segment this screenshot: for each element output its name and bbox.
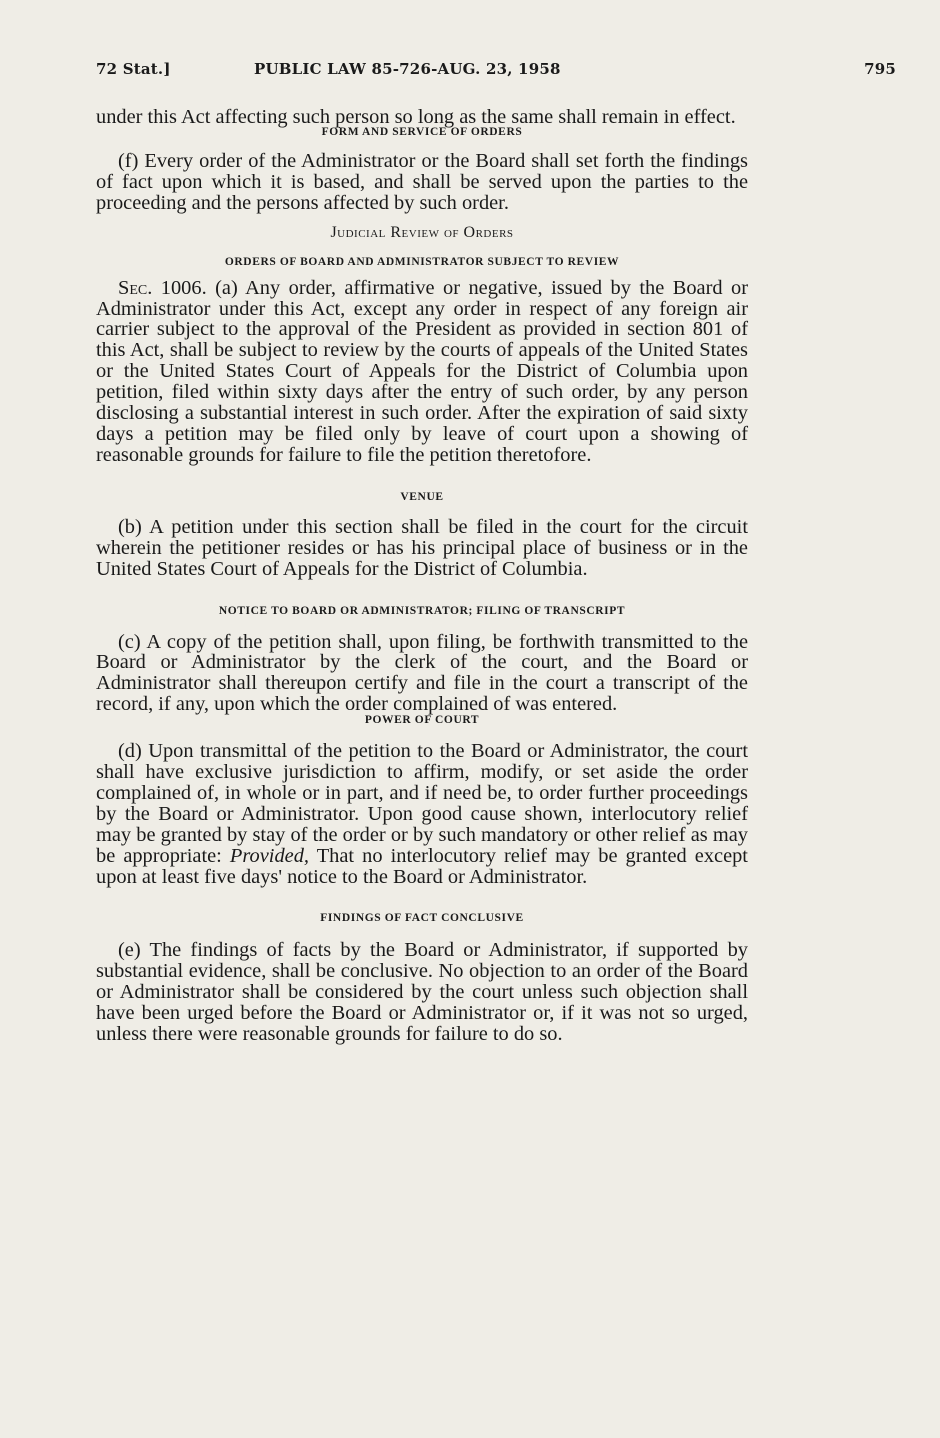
header-citation: 72 Stat.]: [96, 60, 171, 78]
header-title: PUBLIC LAW 85-726-AUG. 23, 1958: [254, 60, 561, 78]
paragraph-b: (b) A petition under this section shall be filed in the court for the circuit wherein the petitioner resides or has his principal place of business or in the United States Court of Appeals for the District of Columbia.: [96, 515, 748, 580]
paragraph-d: [96, 741, 748, 887]
paragraph-d-text-1: (d) Upon transmittal of the petition to the Board or Administrator, the court shall have exclusive jurisdiction to affirm, modify, or set aside the order complained of, in whole or in part, and if need be, to order further proceedings by the Board or Administrator. Upon good cause shown, interlocutory relief may be granted by stay of the order or by such mandatory or other relief as may be appropriate:: [96, 740, 748, 867]
paragraph-a-text: 1006. (a) Any order, affirmative or negative, issued by the Board or Administrator under this Act, except any order in respect of any foreign air carrier subject to the approval of the President as provided in section 801 of this Act, shall be subject to review by the courts of appeals of the United States or the United States Court of Appeals for the District of Columbia upon petition, filed within sixty days after the entry of such order, by any person disclosing a substantial interest in such order. After the expiration of said sixty days a petition may be filed only by leave of court upon a showing of reasonable grounds for failure to file the petition theretofore.: [96, 276, 748, 466]
section-label: Sec.: [118, 276, 153, 299]
heading-judicial-review: Judicial Review of Orders: [330, 223, 514, 241]
heading-findings-conclusive: FINDINGS OF FACT CONCLUSIVE: [320, 912, 524, 925]
heading-power-of-court: POWER OF COURT: [364, 714, 480, 727]
paragraph-c: (c) A copy of the petition shall, upon filing, be forthwith transmitted to the Board or Administrator by the clerk of the court, and the Board or Administrator shall thereupon certify and file in the court a transcript of the record, if any, upon which the order complained of was entered.: [96, 630, 748, 716]
header-page-number: 795: [864, 60, 896, 78]
running-header: [96, 60, 896, 90]
paragraph-e: (e) The findings of facts by the Board or Administrator, if supported by substantial evidence, shall be conclusive. No objection to an order of the Board or Administrator shall be considered by the court unless such objection shall have been urged before the Board or Administrator or, if it was not so urged, unless there were reasonable grounds for failure to do so.: [96, 939, 748, 1046]
document-body: [96, 107, 748, 1045]
paragraph-f: (f) Every order of the Administrator or the Board shall set forth the findings of fact upon which it is based, and shall be served upon the parties to the proceeding and the persons affected by such order.: [96, 149, 748, 214]
paragraph-a: [96, 278, 748, 466]
heading-venue: VENUE: [400, 490, 444, 503]
proviso-word: Provided,: [229, 844, 309, 867]
heading-orders-subject-to-review: ORDERS OF BOARD AND ADMINISTRATOR SUBJECT TO REVIEW: [224, 255, 620, 268]
heading-notice-filing: NOTICE TO BOARD OR ADMINISTRATOR; FILING OF TRANSCRIPT: [218, 604, 626, 617]
paragraph-continued: under this Act affecting such person so long as the same shall remain in effect.: [96, 106, 736, 128]
heading-form-service: FORM AND SERVICE OF ORDERS: [321, 125, 523, 138]
paragraph-d-text-2: That no interlocutory relief may be granted except upon at least five days' notice to the Board or Administrator.: [96, 844, 748, 888]
